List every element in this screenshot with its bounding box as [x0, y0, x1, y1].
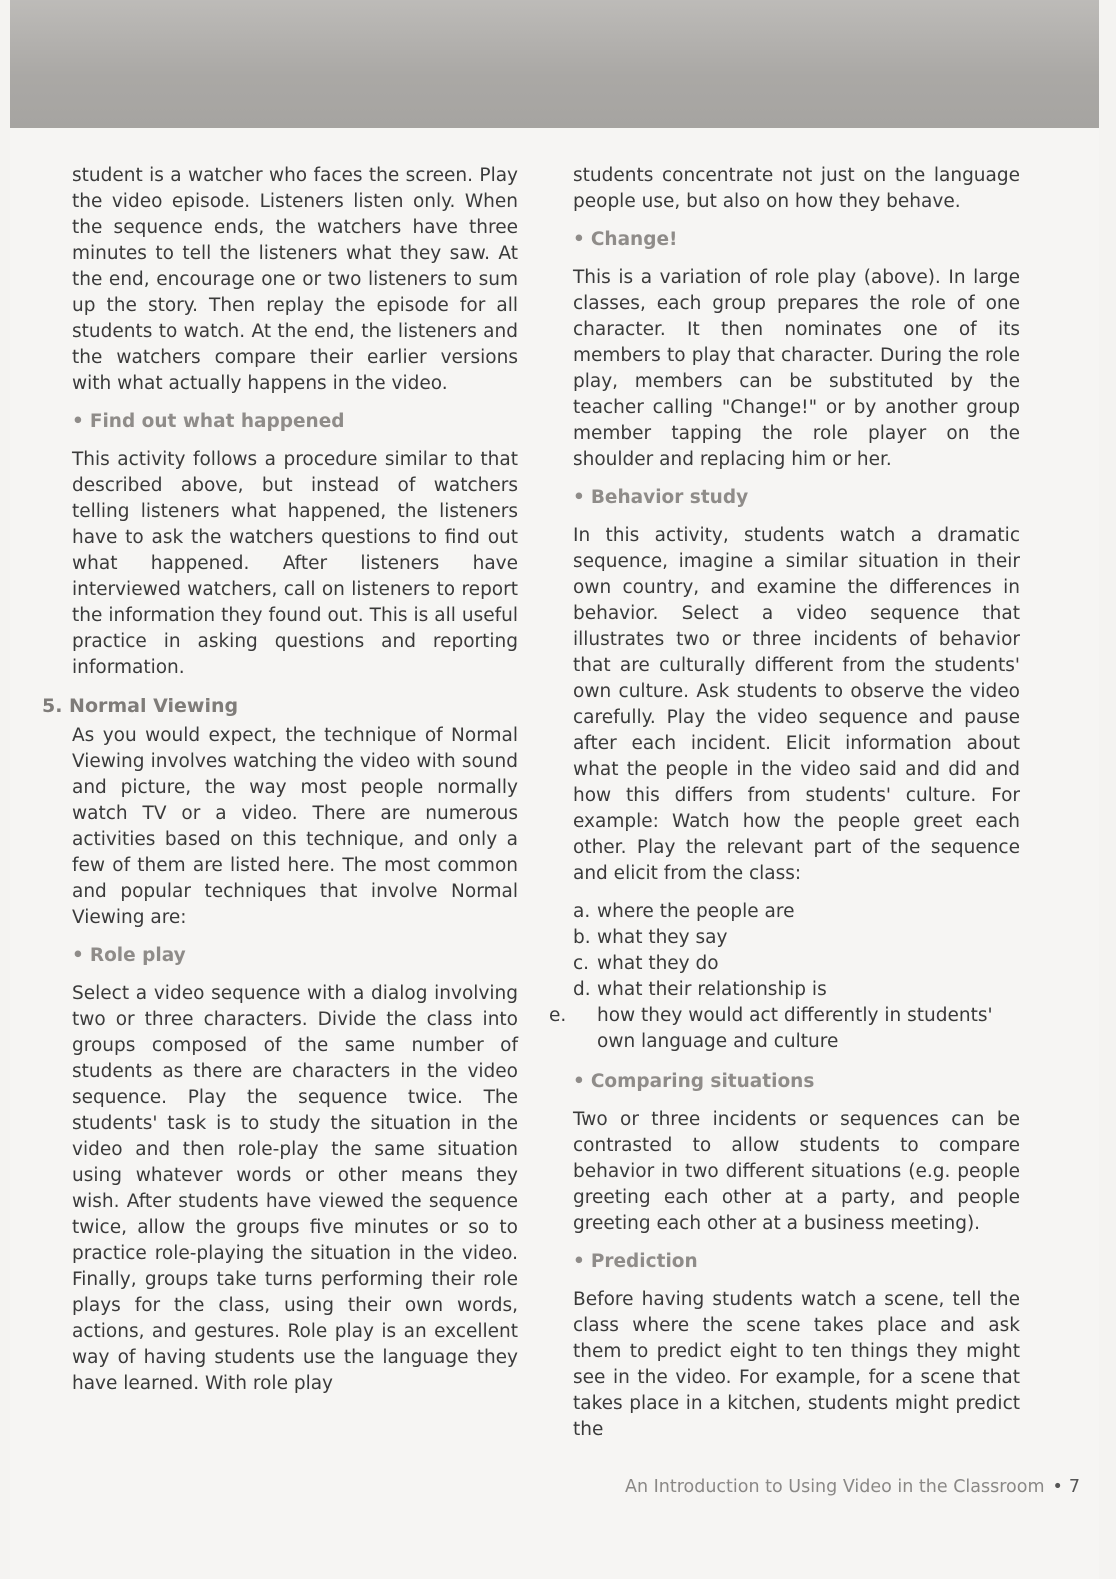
behavior-paragraph: In this activity, students watch a dramatic sequence, imagine a similar situation in their own country, and examine the differences in behavior. Select a video sequence that illustrates two or three incidents of behavior that are culturally different from the students' own culture. Ask students to observe the video carefully. Play the video sequence and pause after each incident. Elicit information about what the people in the video said and did and how this differs from students' culture. For example: Watch how the people greet each other. Play the relevant part of the sequence and elicit from the class: [573, 525, 1020, 884]
elicit-list [549, 899, 1020, 1055]
find-out-paragraph: This activity follows a procedure similar to that described above, but instead of watchers telling listeners what happened, the listeners have to ask the watchers questions to find out what happened. After listeners have interviewed watchers, call on listeners to report the information they found out. This is all useful practice in asking questions and reporting information. [72, 449, 518, 678]
change-paragraph: This is a variation of role play (above). In large classes, each group prepares the role of one character. It then nominates one of its members to play that character. During the role play, members can be substituted by the teacher calling "Change!" or by another group member tapping the role player on the shoulder and replacing him or her. [573, 267, 1020, 470]
footer-title: An Introduction to Using Video in the Classroom [624, 1477, 1045, 1497]
change-heading: • Change! [573, 229, 678, 250]
header-band [10, 0, 1099, 128]
bullet-icon: • [72, 411, 84, 432]
list-item: b. what they say [573, 927, 728, 948]
book-page [10, 0, 1099, 1579]
list-item: a. where the people are [573, 901, 795, 922]
bullet-icon: • [72, 945, 84, 966]
continuation-paragraph: students concentrate not just on the language people use, but also on how they behave. [573, 165, 1020, 212]
section-heading: 5. Normal Viewing [42, 695, 239, 717]
comparing-heading: • Comparing situations [573, 1071, 815, 1092]
page-number: 7 [1068, 1477, 1080, 1497]
prediction-paragraph: Before having students watch a scene, tell the class where the scene takes place and ask them to predict eight to ten things they might see in the video. For example, for a scene that takes place in a kitchen, students might predict the [573, 1289, 1020, 1440]
prediction-heading: • Prediction [573, 1251, 698, 1272]
normal-viewing-paragraph: As you would expect, the technique of Normal Viewing involves watching the video with sound and picture, the way most people normally watch TV or a video. There are numerous activities based on this technique, and only a few of them are listed here. The most common and popular techniques that involve Normal Viewing are: [72, 725, 518, 928]
bullet-icon: • [573, 229, 585, 250]
left-column [42, 163, 518, 1409]
footer-separator: • [1052, 1477, 1063, 1497]
role-play-heading: • Role play [72, 945, 186, 966]
comparing-paragraph: Two or three incidents or sequences can be contrasted to allow students to compare behavior in two different situations (e.g. people greeting each other at a party, and people greeting each other at a business meeting). [573, 1109, 1020, 1234]
role-play-paragraph: Select a video sequence with a dialog involving two or three characters. Divide the class into groups composed of the same number of students as there are characters in the video sequence. Play the sequence twice. The students' task is to study the situation in the video and then role-play the same situation using whatever words or other means they wish. After students have viewed the sequence twice, allow the groups five minutes or so to practice role-playing the situation in the video. Finally, groups take turns performing their role plays for the class, using their own words, actions, and gestures. Role play is an excellent way of having students use the language they have learned. With role play [72, 983, 518, 1394]
list-item: e. how they would act differently in students' own language and culture [549, 1005, 993, 1052]
page-footer [610, 1477, 1080, 1497]
behavior-heading: • Behavior study [573, 487, 749, 508]
list-item: d. what their relationship is [573, 979, 827, 1000]
right-column [549, 163, 1020, 1455]
bullet-icon: • [573, 1251, 585, 1272]
intro-paragraph: student is a watcher who faces the screen. Play the video episode. Listeners listen only. When the sequence ends, the watchers have three minutes to tell the listeners what they saw. At the end, encourage one or two listeners to sum up the story. Then replay the episode for all students to watch. At the end, the listeners and the watchers compare their earlier versions with what actually happens in the video. [72, 165, 518, 394]
find-out-heading: • Find out what happened [72, 411, 345, 432]
list-item: c. what they do [573, 953, 719, 974]
bullet-icon: • [573, 1071, 585, 1092]
bullet-icon: • [573, 487, 585, 508]
